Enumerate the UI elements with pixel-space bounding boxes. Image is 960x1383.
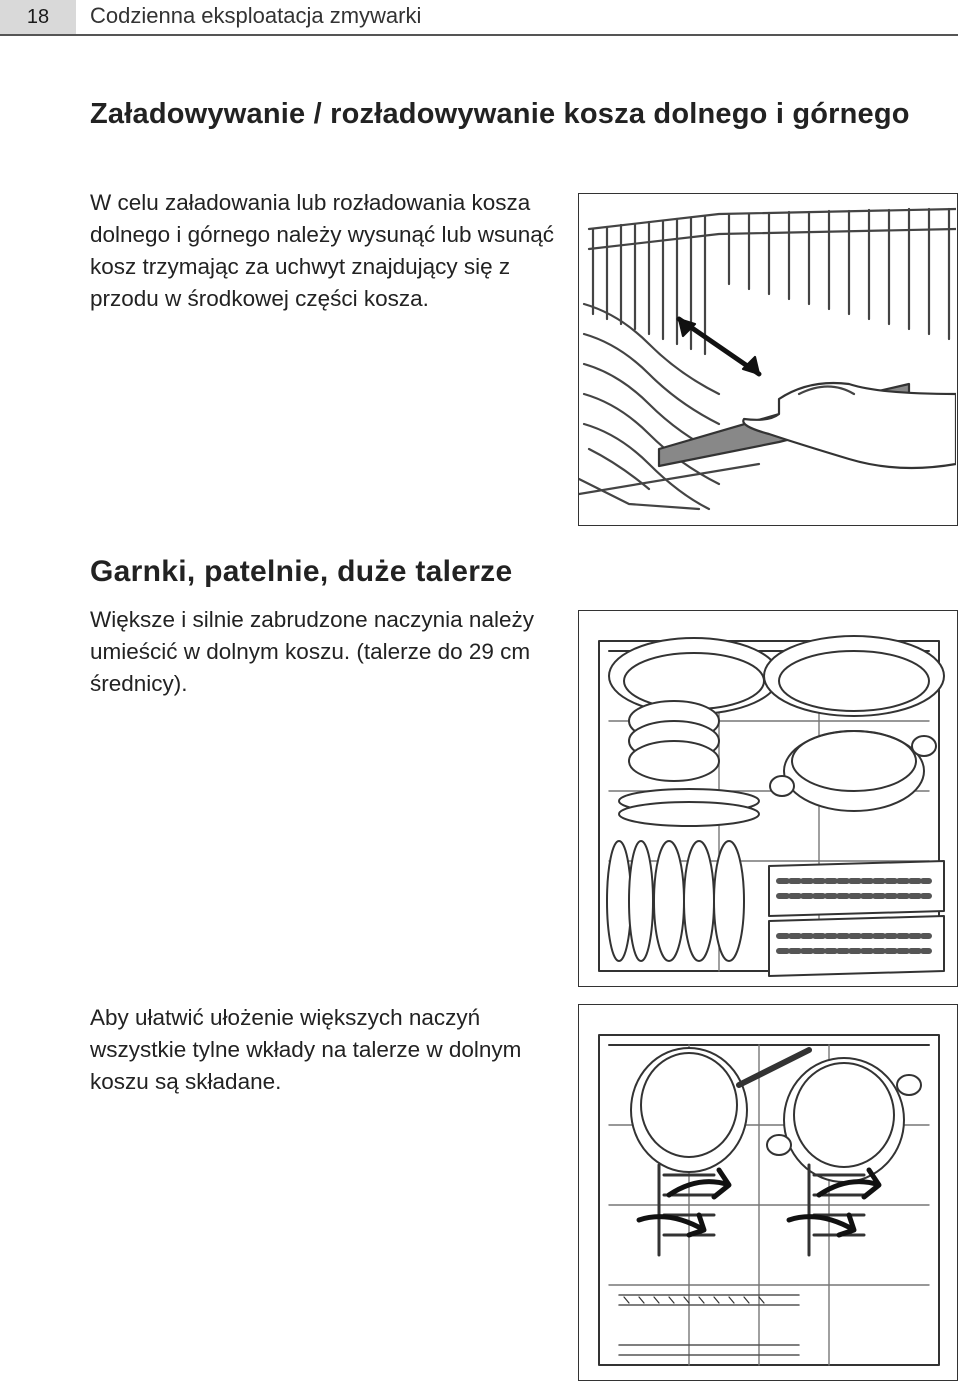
section-heading-pots: Garnki, patelnie, duże talerze: [90, 555, 513, 588]
section-heading-loading: Załadowywanie / rozładowywanie kosza dolnego i górnego: [90, 98, 910, 130]
header-rule: [0, 34, 958, 36]
figure-folding-racks: [578, 1004, 958, 1381]
figure-basket-handle: [578, 193, 958, 526]
figure-lower-basket: [578, 610, 958, 987]
folding-plate-racks-illustration: [579, 1005, 956, 1379]
page-header: [0, 0, 960, 36]
basket-handle-illustration: [579, 194, 956, 524]
loaded-lower-basket-illustration: [579, 611, 956, 985]
paragraph-pots: Większe i silnie zabrudzone naczynia należy umieścić w dolnym koszu. (talerze do 29 cm średnicy).: [90, 607, 534, 696]
running-title: Codzienna eksploatacja zmywarki: [90, 3, 422, 28]
paragraph-folding-racks: Aby ułatwić ułożenie większych naczyń wszystkie tylne wkłady na talerze w dolnym koszu są składane.: [90, 1005, 522, 1094]
page-number: 18: [0, 0, 76, 34]
paragraph-loading: W celu załadowania lub rozładowania kosza dolnego i górnego należy wysunąć lub wsunąć kosz trzymając za uchwyt znajdujący się z przodu w środkowej części kosza.: [90, 190, 555, 311]
